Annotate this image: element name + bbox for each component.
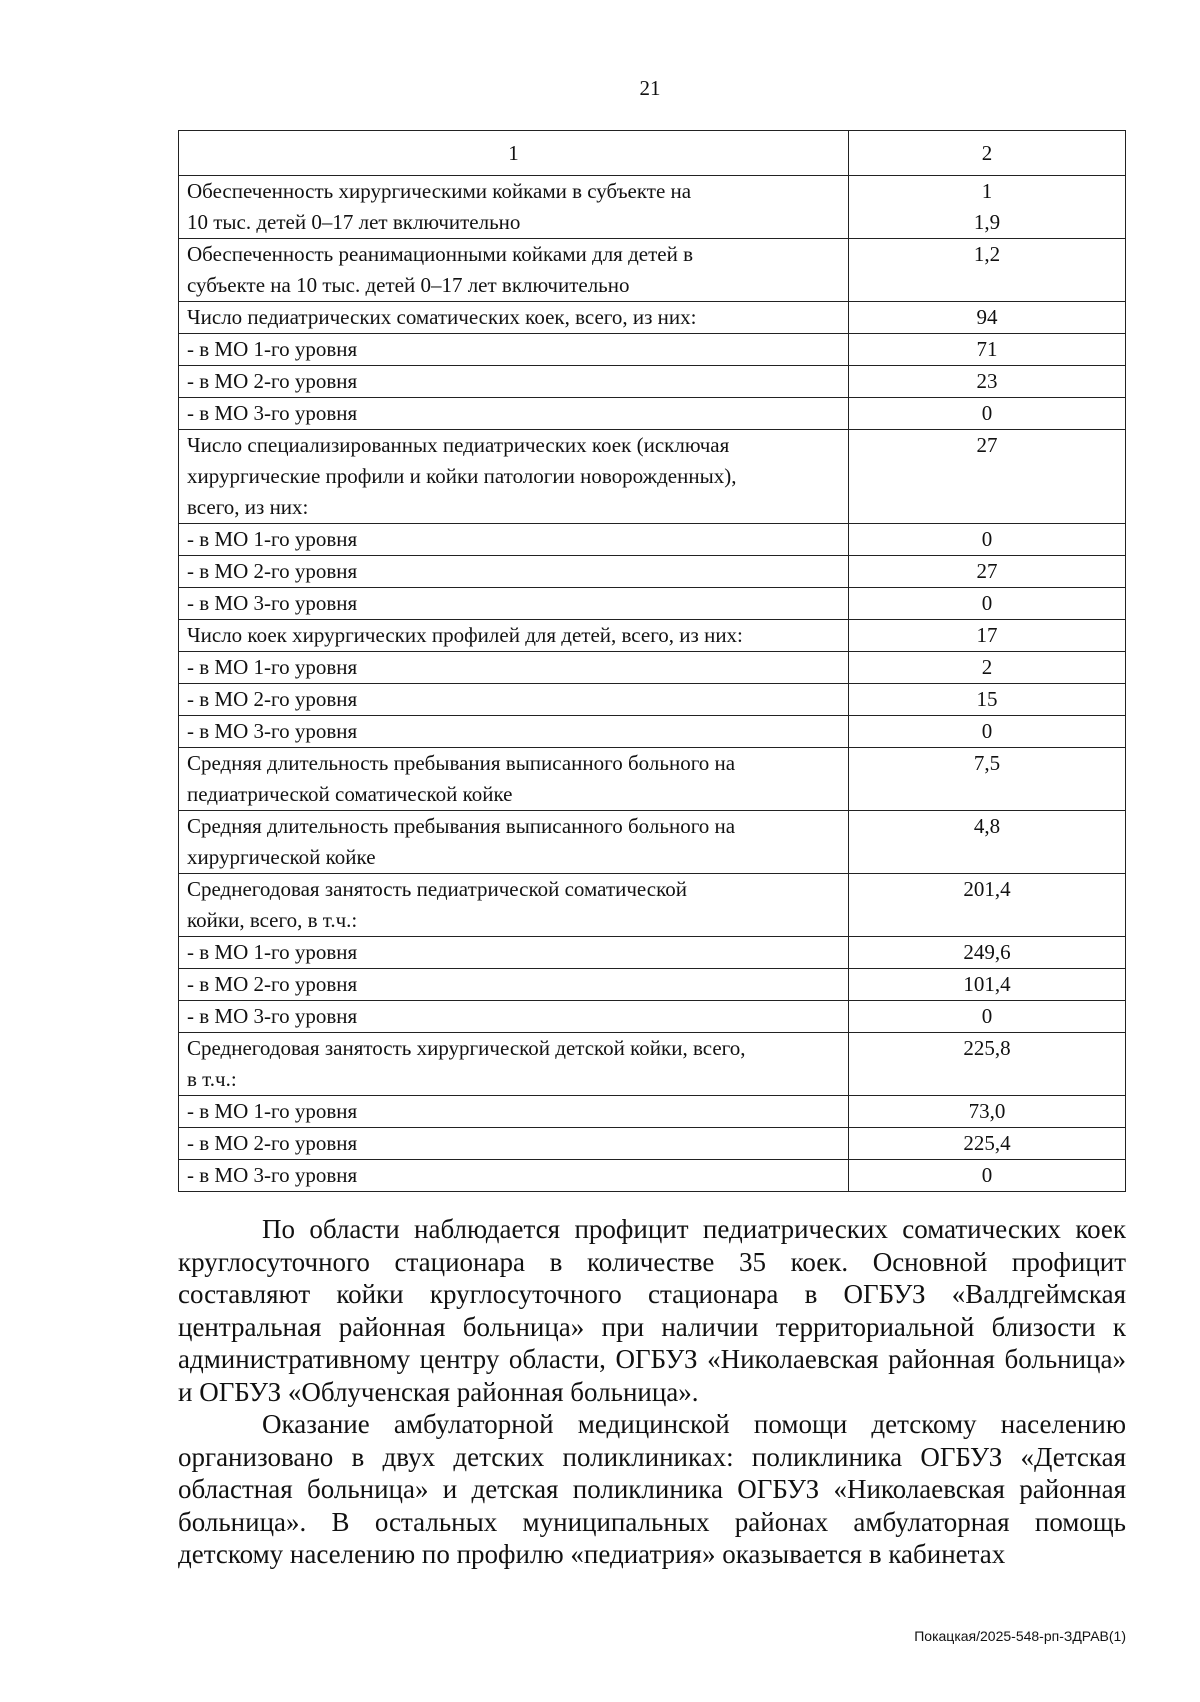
indicator-text: - в МО 2-го уровня [187,369,358,393]
table-row [179,1096,1126,1128]
indicator-cell [179,334,849,366]
value-cell [849,1096,1126,1128]
value-cell [849,430,1126,524]
indicator-cell [179,620,849,652]
indicator-cell [179,811,849,874]
table-row [179,969,1126,1001]
indicator-text: Число коек хирургических профилей для детей, всего, из них: [187,623,743,647]
table-row [179,748,1126,811]
indicator-text: - в МО 2-го уровня [187,1131,358,1155]
table-row [179,524,1126,556]
value-cell [849,1128,1126,1160]
indicator-text: - в МО 2-го уровня [187,972,358,996]
value-cell [849,176,1126,239]
value-cell [849,652,1126,684]
indicator-cell [179,1001,849,1033]
value-text: 27 [976,559,998,583]
indicator-text: педиатрической соматической койке [187,782,513,806]
table-row [179,620,1126,652]
value-text: 23 [976,369,998,393]
value-cell [849,937,1126,969]
table-row [179,937,1126,969]
indicator-text: субъекте на 10 тыс. детей 0–17 лет включительно [187,273,630,297]
table-row [179,556,1126,588]
indicator-text: - в МО 3-го уровня [187,719,358,743]
indicator-cell [179,1033,849,1096]
indicator-cell [179,588,849,620]
table-row [179,430,1126,524]
indicator-cell [179,430,849,524]
value-cell [849,524,1126,556]
value-text: 0 [981,591,993,615]
table-header-row [179,131,1126,176]
value-cell [849,239,1126,302]
indicator-text: - в МО 2-го уровня [187,687,358,711]
value-text: 71 [976,337,998,361]
value-text: 7,5 [973,751,1001,775]
value-text: 15 [976,687,998,711]
value-text: 1 [981,179,993,203]
value-cell [849,969,1126,1001]
indicator-cell [179,556,849,588]
column-header-2: 2 [849,131,1126,176]
indicator-cell [179,524,849,556]
value-cell [849,1033,1126,1096]
indicator-text: - в МО 3-го уровня [187,1163,358,1187]
table-row [179,1001,1126,1033]
indicator-text: - в МО 3-го уровня [187,401,358,425]
paragraph: По области наблюдается профицит педиатрических соматических коек круглосуточного стационара в количестве 35 коек. Основной профицит составляют койки круглосуточного стационара в ОГБУЗ «Валдгеймская центральная районная больница» при наличии территориальной близости к административному центру области, ОГБУЗ «Николаевская районная больница» и ОГБУЗ «Облученская районная больница». [178,1214,1126,1407]
indicator-cell [179,366,849,398]
table-row [179,1128,1126,1160]
indicator-text: - в МО 1-го уровня [187,655,358,679]
value-cell [849,302,1126,334]
table-row [179,366,1126,398]
indicator-text: - в МО 2-го уровня [187,559,358,583]
value-cell [849,684,1126,716]
indicator-cell [179,1096,849,1128]
value-cell [849,398,1126,430]
value-text: 2 [981,655,993,679]
indicator-text: койки, всего, в т.ч.: [187,908,358,932]
value-text: 0 [981,719,993,743]
value-cell [849,366,1126,398]
indicator-text: 10 тыс. детей 0–17 лет включительно [187,210,521,234]
value-text: 0 [981,1004,993,1028]
value-text: 0 [981,527,993,551]
value-cell [849,874,1126,937]
indicator-cell [179,1128,849,1160]
table-row [179,811,1126,874]
indicator-cell [179,748,849,811]
indicator-text: всего, из них: [187,495,309,519]
indicator-cell [179,684,849,716]
table-row [179,652,1126,684]
value-text: 0 [981,401,993,425]
indicator-text: - в МО 1-го уровня [187,1099,358,1123]
value-text: 0 [981,1163,993,1187]
indicator-text: Обеспеченность реанимационными койками для детей в [187,242,693,266]
table-row [179,176,1126,239]
indicator-text: в т.ч.: [187,1067,237,1091]
value-text: 73,0 [968,1099,1006,1123]
indicator-cell [179,398,849,430]
indicator-text: - в МО 3-го уровня [187,591,358,615]
body-text [178,1213,1126,1571]
indicator-text: Число специализированных педиатрических коек (исключая [187,433,730,457]
value-text: 249,6 [963,940,1011,964]
indicator-text: Обеспеченность хирургическими койками в субъекте на [187,179,692,203]
indicator-cell [179,302,849,334]
document-reference: Покацкая/2025-548-рп-ЗДРАВ(1) [914,1628,1126,1644]
indicator-text: Число педиатрических соматических коек, всего, из них: [187,305,697,329]
table-row [179,334,1126,366]
page-number: 21 [639,76,661,100]
value-cell [849,716,1126,748]
value-cell [849,1160,1126,1192]
table-row [179,588,1126,620]
table-row [179,716,1126,748]
indicator-cell [179,969,849,1001]
value-cell [849,811,1126,874]
table-row [179,239,1126,302]
value-text: 225,8 [963,1036,1011,1060]
value-text: 101,4 [963,972,1011,996]
value-cell [849,748,1126,811]
indicator-text: хирургической койке [187,845,376,869]
value-text: 4,8 [973,814,1001,838]
indicator-cell [179,716,849,748]
column-header-1: 1 [179,131,849,176]
table-row [179,684,1126,716]
value-cell [849,620,1126,652]
value-cell [849,588,1126,620]
indicator-text: Среднегодовая занятость педиатрической соматической [187,877,687,901]
indicator-text: - в МО 1-го уровня [187,527,358,551]
indicator-text: Средняя длительность пребывания выписанного больного на [187,814,736,838]
value-cell [849,556,1126,588]
table-row [179,302,1126,334]
paragraph: Оказание амбулаторной медицинской помощи детскому населению организовано в двух детских поликлиниках: поликлиника ОГБУЗ «Детская областная больница» и детская поликлиника ОГБУЗ «Николаевская районная больница». В остальных муниципальных районах амбулаторная помощь детскому населению по профилю «педиатрия» оказывается в кабинетах [178,1409,1126,1569]
indicator-cell [179,874,849,937]
table-row [179,1033,1126,1096]
indicator-text: - в МО 3-го уровня [187,1004,358,1028]
value-text: 17 [976,623,998,647]
statistics-table [178,130,1126,1192]
indicator-cell [179,176,849,239]
value-text: 225,4 [963,1131,1011,1155]
indicator-text: хирургические профили и койки патологии новорожденных), [187,464,737,488]
table-row [179,874,1126,937]
indicator-cell [179,239,849,302]
indicator-text: - в МО 1-го уровня [187,337,358,361]
indicator-cell [179,652,849,684]
value-cell [849,1001,1126,1033]
value-cell [849,334,1126,366]
table-row [179,398,1126,430]
value-text: 1,9 [973,210,1001,234]
indicator-text: Среднегодовая занятость хирургической детской койки, всего, [187,1036,746,1060]
table-row [179,1160,1126,1192]
indicator-text: - в МО 1-го уровня [187,940,358,964]
value-text: 1,2 [973,242,1001,266]
value-text: 201,4 [963,877,1011,901]
indicator-cell [179,937,849,969]
indicator-text: Средняя длительность пребывания выписанного больного на [187,751,736,775]
indicator-cell [179,1160,849,1192]
value-text: 27 [976,433,998,457]
value-text: 94 [976,305,998,329]
